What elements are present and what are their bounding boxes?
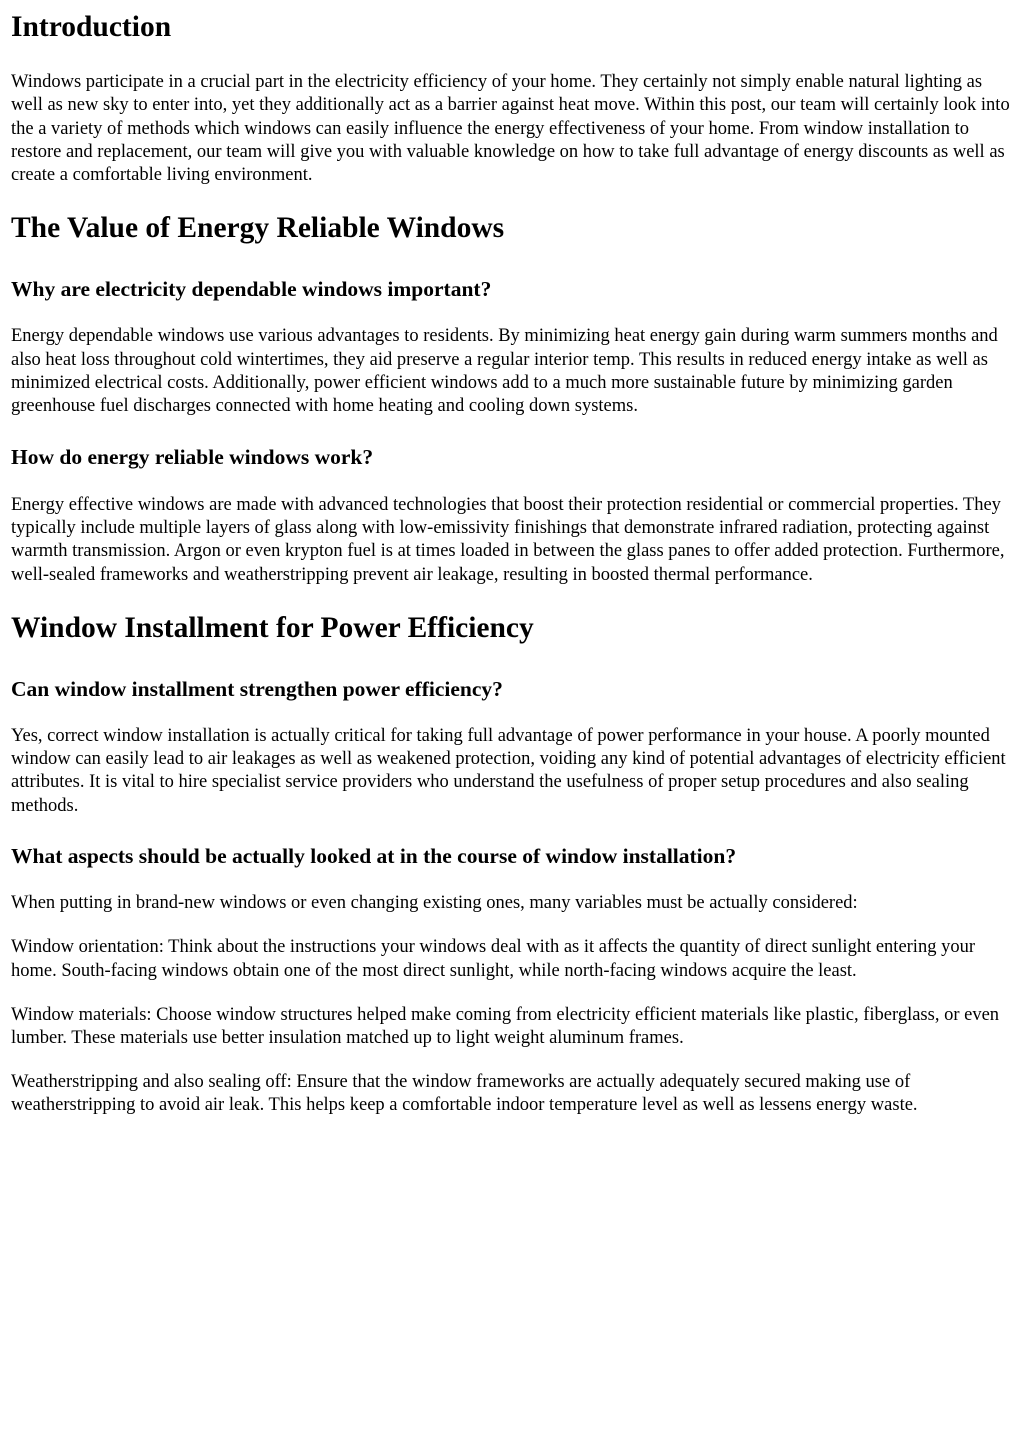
heading-window-installment: Window Installment for Power Efficiency xyxy=(11,611,534,644)
heading-introduction: Introduction xyxy=(11,11,172,43)
paragraph-introduction: Windows participate in a crucial part in the electricity efficiency of your home. They certainly not simply enable natural lighting as well as new sky to enter into, yet they additionally act as a barrier against heat move. Within this post, our team will certainly look into the a variety of methods which windows can easily influence the energy effectiveness of your home. From window installation to restore and replacement, our team will give you with valuable knowledge on how to take full advantage of energy discounts as well as create a comfortable living environment. xyxy=(11,72,1010,186)
heading-value-of-energy-reliable-windows: The Value of Energy Reliable Windows xyxy=(11,212,505,245)
subheading-why-important: Why are electricity dependable windows important? xyxy=(11,277,492,302)
paragraph-what-aspects: When putting in brand-new windows or even changing existing ones, many variables must be actually considered: xyxy=(11,893,858,914)
paragraph-window-materials: Window materials: Choose window structures helped make coming from electricity efficient materials like plastic, fiberglass, or even lumber. These materials use better insulation matched up to light weight aluminum frames. xyxy=(11,1004,1000,1049)
subheading-what-aspects: What aspects should be actually looked at in the course of window installation? xyxy=(11,844,737,869)
paragraph-window-orientation: Window orientation: Think about the instructions your windows deal with as it affects the quantity of direct sunlight entering your home. South-facing windows obtain one of the most direct sunlight, while north-facing windows acquire the least. xyxy=(11,937,975,981)
subheading-how-they-work: How do energy reliable windows work? xyxy=(11,444,374,469)
paragraph-how-they-work: Energy effective windows are made with advanced technologies that boost their protection residential or commercial properties. They typically include multiple layers of glass along with low-emissivity finishings that demonstrate infrared radiation, protecting against warmth transmission. Argon or even krypton fuel is at times loaded in between the glass panes to offer added protection. Furthermore, well-sealed frameworks and weatherstripping prevent air leakage, resulting in boosted thermal performance. xyxy=(11,494,1005,585)
subheading-can-installment-strengthen: Can window installment strengthen power efficiency? xyxy=(11,676,503,701)
paragraph-weatherstripping: Weatherstripping and also sealing off: Ensure that the window frameworks are actually adequately secured making use of weatherstripping to avoid air leak. This helps keep a comfortable indoor temperature level as well as lessens energy waste. xyxy=(11,1071,918,1115)
paragraph-why-important: Energy dependable windows use various advantages to residents. By minimizing heat energy gain during warm summers months and also heat loss throughout cold wintertimes, they aid preserve a regular interior temp. This results in reduced energy intake as well as minimized electrical costs. Additionally, power efficient windows add to a much more sustainable future by minimizing garden greenhouse fuel discharges connected with home heating and cooling down systems. xyxy=(11,326,998,417)
paragraph-can-installment-strengthen: Yes, correct window installation is actually critical for taking full advantage of power performance in your house. A poorly mounted window can easily lead to air leakages as well as weakened protection, voiding any kind of potential advantages of electricity efficient attributes. It is vital to hire specialist service providers who understand the usefulness of proper setup procedures and also sealing methods. xyxy=(11,725,1006,816)
